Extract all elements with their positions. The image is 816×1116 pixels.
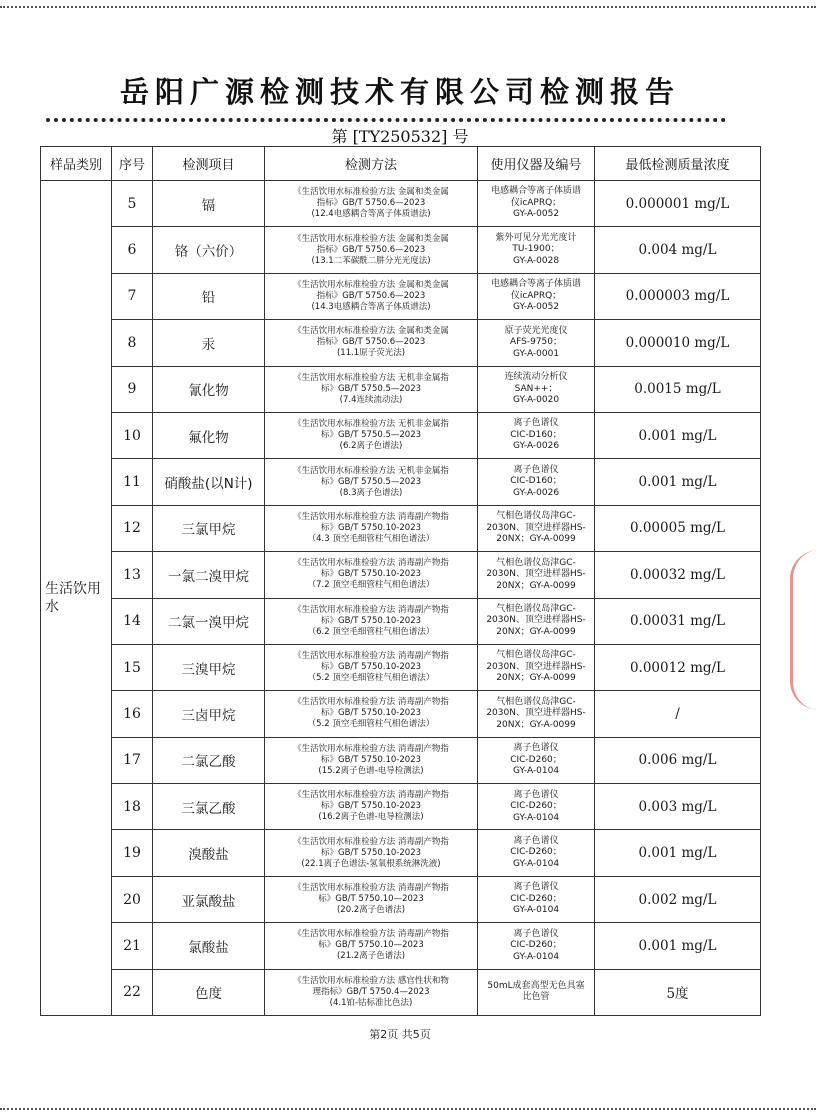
- table-row: [41, 552, 761, 598]
- method-line: 《生活饮用水标准检验方法 无机非金属指: [293, 465, 449, 476]
- test-item-cell: 氟化物: [153, 412, 265, 458]
- instrument-cell: [478, 737, 595, 783]
- seq-cell: 5: [112, 181, 153, 227]
- test-item-cell: 三氯甲烷: [153, 505, 265, 551]
- method-line: (14.3电感耦合等离子体质谱法): [311, 301, 431, 312]
- seq-cell: 19: [112, 830, 153, 876]
- instrument-line: GY-A-0020: [512, 395, 560, 405]
- instrument-cell: [478, 830, 595, 876]
- method-line: 指标》GB/T 5750.6—2023: [316, 337, 426, 348]
- instrument-line: CIC-D260；: [510, 893, 562, 904]
- method-line: 《生活饮用水标准检验方法 消毒副产物指: [293, 697, 449, 708]
- instrument-cell: [478, 644, 595, 690]
- top-edge-dots: [0, 6, 816, 8]
- sample-category-cell: 生活饮用水: [41, 181, 112, 1016]
- detection-limit-cell: 5度: [595, 969, 761, 1015]
- test-item-cell: 三氯乙酸: [153, 784, 265, 830]
- table-row: [41, 181, 761, 227]
- test-item-cell: 色度: [153, 969, 265, 1015]
- method-cell: [265, 923, 478, 969]
- method-line: (22.1离子色谱法-氢氧根系统淋洗液): [301, 858, 441, 869]
- method-line: 《生活饮用水标准检验方法 消毒副产物指: [293, 836, 449, 847]
- test-item-cell: 三卤甲烷: [153, 691, 265, 737]
- method-line: (8.3离子色谱法): [339, 487, 403, 498]
- instrument-line: 离子色谱仪: [513, 835, 559, 846]
- test-item-cell: 溴酸盐: [153, 830, 265, 876]
- method-line: （4.3 顶空毛细管柱气相色谱法）: [307, 533, 435, 544]
- instrument-line: GY-A-0104: [512, 951, 560, 962]
- method-cell: [265, 830, 478, 876]
- instrument-line: 气相色谱仪岛津GC-: [496, 650, 576, 661]
- instrument-line: GY-A-0052: [512, 302, 560, 313]
- table-row: [41, 969, 761, 1015]
- method-line: 标》GB/T 5750.10—2023: [318, 894, 424, 905]
- instrument-line: 20NX；GY-A-0099: [496, 673, 576, 684]
- method-line: 《生活饮用水标准检验方法 消毒副产物指: [293, 558, 449, 569]
- method-line: （7.2 顶空毛细管柱气相色谱法）: [307, 580, 435, 591]
- instrument-line: CIC-D260；: [510, 801, 562, 812]
- page-number: 第2页 共5页: [369, 1028, 431, 1041]
- method-line: (13.1二苯碳酰二肼分光光度法): [311, 255, 431, 266]
- detection-limit-cell: /: [595, 691, 761, 737]
- method-line: 《生活饮用水标准检验方法 消毒副产物指: [293, 651, 449, 662]
- instrument-line: CIC-D260；: [510, 847, 562, 858]
- detection-limit-cell: 0.001 mg/L: [595, 459, 761, 505]
- method-line: (20.2离子色谱法): [336, 905, 406, 916]
- method-line: 《生活饮用水标准检验方法 金属和类金属: [293, 326, 449, 337]
- instrument-cell: [478, 181, 595, 227]
- instrument-cell: [478, 459, 595, 505]
- method-line: （5.2 顶空毛细管柱气相色谱法）: [307, 719, 435, 730]
- method-cell: [265, 320, 478, 366]
- test-item-cell: 三溴甲烷: [153, 644, 265, 690]
- instrument-line: 离子色谱仪: [513, 464, 559, 475]
- detection-limit-cell: 0.003 mg/L: [595, 784, 761, 830]
- seq-cell: 10: [112, 412, 153, 458]
- detection-limit-cell: 0.00032 mg/L: [595, 552, 761, 598]
- seq-cell: 7: [112, 273, 153, 319]
- test-item-cell: 二氯一溴甲烷: [153, 598, 265, 644]
- detection-limit-cell: 0.001 mg/L: [595, 412, 761, 458]
- method-cell: [265, 273, 478, 319]
- instrument-line: 仪icAPRQ；: [510, 197, 562, 208]
- test-item-cell: 铅: [153, 273, 265, 319]
- seq-cell: 9: [112, 366, 153, 412]
- method-line: 《生活饮用水标准检验方法 无机非金属指: [293, 372, 449, 383]
- method-line: 《生活饮用水标准检验方法 消毒副产物指: [293, 929, 449, 940]
- method-line: (12.4电感耦合等离子体质谱法): [311, 209, 431, 220]
- method-line: 标》GB/T 5750.10-2023: [320, 847, 422, 858]
- instrument-line: 气相色谱仪岛津GC-: [496, 511, 576, 522]
- instrument-cell: [478, 923, 595, 969]
- seq-cell: 22: [112, 969, 153, 1015]
- detection-limit-cell: 0.00031 mg/L: [595, 598, 761, 644]
- col-header-item: 检测项目: [153, 147, 265, 181]
- method-line: 标》GB/T 5750.10-2023: [320, 708, 422, 719]
- seq-cell: 12: [112, 505, 153, 551]
- method-cell: [265, 691, 478, 737]
- instrument-line: 离子色谱仪: [513, 882, 559, 893]
- table-row: [41, 320, 761, 366]
- results-table: [40, 146, 761, 1016]
- detection-limit-cell: 0.0015 mg/L: [595, 366, 761, 412]
- instrument-line: SAN++；: [514, 383, 558, 394]
- method-line: (7.4连续流动法): [339, 394, 403, 405]
- test-item-cell: 二氯乙酸: [153, 737, 265, 783]
- seq-cell: 11: [112, 459, 153, 505]
- instrument-line: 2030N、顶空进样器HS-: [486, 569, 586, 580]
- instrument-line: AFS-9750；: [509, 337, 563, 348]
- instrument-line: GY-A-0104: [512, 766, 560, 777]
- detection-limit-cell: 0.00012 mg/L: [595, 644, 761, 690]
- instrument-line: 2030N、顶空进样器HS-: [486, 522, 586, 533]
- col-header-instrument: 使用仪器及编号: [478, 147, 595, 181]
- method-line: 《生活饮用水标准检验方法 消毒副产物指: [293, 511, 449, 522]
- instrument-line: GY-A-0001: [512, 348, 560, 359]
- instrument-line: GY-A-0104: [512, 812, 560, 823]
- method-cell: [265, 181, 478, 227]
- method-line: (4.1铂-钴标准比色法): [329, 997, 413, 1008]
- report-number: 第 [TY250532] 号: [331, 127, 469, 146]
- method-cell: [265, 227, 478, 273]
- instrument-line: 2030N、顶空进样器HS-: [486, 615, 586, 626]
- detection-limit-cell: 0.000010 mg/L: [595, 320, 761, 366]
- instrument-line: GY-A-0028: [512, 255, 560, 266]
- instrument-line: 20NX；GY-A-0099: [496, 580, 576, 591]
- instrument-line: 2030N、顶空进样器HS-: [486, 661, 586, 672]
- instrument-line: 仪icAPRQ；: [510, 290, 562, 301]
- instrument-line: 电感耦合等离子体质谱: [490, 186, 581, 197]
- test-item-cell: 亚氯酸盐: [153, 876, 265, 922]
- instrument-cell: [478, 273, 595, 319]
- detection-limit-cell: 0.00005 mg/L: [595, 505, 761, 551]
- method-cell: [265, 459, 478, 505]
- method-line: 标》GB/T 5750.5—2023: [320, 383, 422, 394]
- instrument-line: 气相色谱仪岛津GC-: [496, 557, 576, 568]
- instrument-line: 离子色谱仪: [513, 789, 559, 800]
- table-row: [41, 737, 761, 783]
- detection-limit-cell: 0.002 mg/L: [595, 876, 761, 922]
- method-line: 标》GB/T 5750.10-2023: [320, 569, 422, 580]
- instrument-cell: [478, 505, 595, 551]
- method-line: 标》GB/T 5750.10-2023: [320, 754, 422, 765]
- table-row: [41, 830, 761, 876]
- method-cell: [265, 366, 478, 412]
- seq-cell: 8: [112, 320, 153, 366]
- method-cell: [265, 876, 478, 922]
- instrument-cell: [478, 366, 595, 412]
- table-row: [41, 366, 761, 412]
- detection-limit-cell: 0.006 mg/L: [595, 737, 761, 783]
- method-line: 指标》GB/T 5750.6—2023: [316, 244, 426, 255]
- method-cell: [265, 784, 478, 830]
- table-row: [41, 273, 761, 319]
- seq-cell: 20: [112, 876, 153, 922]
- instrument-line: 离子色谱仪: [513, 928, 559, 939]
- method-line: 标》GB/T 5750.10-2023: [320, 522, 422, 533]
- method-line: 标》GB/T 5750.10-2023: [320, 801, 422, 812]
- test-item-cell: 氰化物: [153, 366, 265, 412]
- table-row: [41, 644, 761, 690]
- method-line: （5.2 顶空毛细管柱气相色谱法）: [307, 673, 435, 684]
- instrument-cell: [478, 412, 595, 458]
- instrument-line: CIC-D160；: [510, 429, 562, 440]
- method-line: 《生活饮用水标准检验方法 消毒副产物指: [293, 883, 449, 894]
- method-line: 标》GB/T 5750.10—2023: [318, 940, 424, 951]
- method-line: (21.2离子色谱法): [336, 951, 406, 962]
- detection-limit-cell: 0.000003 mg/L: [595, 273, 761, 319]
- method-line: 标》GB/T 5750.5—2023: [320, 476, 422, 487]
- method-cell: [265, 598, 478, 644]
- method-cell: [265, 969, 478, 1015]
- table-row: [41, 505, 761, 551]
- instrument-line: 离子色谱仪: [513, 743, 559, 754]
- seal-stamp-fragment: [790, 550, 816, 710]
- instrument-line: GY-A-0026: [512, 487, 560, 498]
- method-line: (6.2离子色谱法): [339, 441, 403, 452]
- title-separator: [46, 118, 726, 122]
- table-row: [41, 691, 761, 737]
- test-item-cell: 汞: [153, 320, 265, 366]
- method-line: (15.2离子色谱-电导检测法): [318, 765, 424, 776]
- method-line: 《生活饮用水标准检验方法 无机非金属指: [293, 419, 449, 430]
- method-line: 《生活饮用水标准检验方法 金属和类金属: [293, 187, 449, 198]
- method-line: 标》GB/T 5750.5—2023: [320, 430, 422, 441]
- instrument-line: 20NX；GY-A-0099: [496, 534, 576, 545]
- col-header-limit: 最低检测质量浓度: [595, 147, 761, 181]
- method-line: 指标》GB/T 5750.6—2023: [316, 198, 426, 209]
- instrument-cell: [478, 552, 595, 598]
- table-row: [41, 459, 761, 505]
- instrument-line: GY-A-0026: [512, 441, 560, 452]
- instrument-cell: [478, 784, 595, 830]
- seq-cell: 6: [112, 227, 153, 273]
- method-line: 《生活饮用水标准检验方法 金属和类金属: [293, 279, 449, 290]
- detection-limit-cell: 0.001 mg/L: [595, 923, 761, 969]
- method-line: (11.1原子荧光法): [336, 348, 406, 359]
- table-row: [41, 412, 761, 458]
- instrument-line: 20NX；GY-A-0099: [496, 626, 576, 637]
- method-line: 《生活饮用水标准检验方法 金属和类金属: [293, 233, 449, 244]
- method-cell: [265, 505, 478, 551]
- instrument-cell: [478, 227, 595, 273]
- method-cell: [265, 552, 478, 598]
- instrument-line: TU-1900；: [512, 244, 560, 255]
- instrument-line: 20NX；GY-A-0099: [496, 719, 576, 730]
- method-line: 指标》GB/T 5750.6—2023: [316, 290, 426, 301]
- method-line: （6.2 顶空毛细管柱气相色谱法）: [307, 626, 435, 637]
- instrument-line: 50mL成套高型无色具塞: [487, 980, 585, 991]
- instrument-line: 气相色谱仪岛津GC-: [496, 696, 576, 707]
- table-row: [41, 923, 761, 969]
- instrument-line: GY-A-0104: [512, 905, 560, 916]
- instrument-line: CIC-D260；: [510, 754, 562, 765]
- instrument-line: GY-A-0052: [512, 209, 560, 220]
- instrument-line: CIC-D160；: [510, 476, 562, 487]
- table-row: [41, 784, 761, 830]
- instrument-line: 气相色谱仪岛津GC-: [496, 603, 576, 614]
- method-line: 《生活饮用水标准检验方法 消毒副产物指: [293, 604, 449, 615]
- test-item-cell: 氯酸盐: [153, 923, 265, 969]
- detection-limit-cell: 0.000001 mg/L: [595, 181, 761, 227]
- test-item-cell: 铬（六价）: [153, 227, 265, 273]
- method-cell: [265, 737, 478, 783]
- test-item-cell: 一氯二溴甲烷: [153, 552, 265, 598]
- test-item-cell: 硝酸盐(以N计): [153, 459, 265, 505]
- method-line: 《生活饮用水标准检验方法 感官性状和物: [293, 975, 449, 986]
- method-line: 《生活饮用水标准检验方法 消毒副产物指: [293, 790, 449, 801]
- seq-cell: 15: [112, 644, 153, 690]
- instrument-line: GY-A-0104: [512, 858, 560, 869]
- instrument-line: 2030N、顶空进样器HS-: [486, 708, 586, 719]
- method-cell: [265, 412, 478, 458]
- method-line: (16.2离子色谱-电导检测法): [318, 812, 424, 823]
- table-header-row: [41, 147, 761, 181]
- test-item-cell: 镉: [153, 181, 265, 227]
- method-line: 标》GB/T 5750.10-2023: [320, 662, 422, 673]
- instrument-line: 紫外可见分光光度计: [495, 232, 577, 243]
- instrument-cell: [478, 969, 595, 1015]
- instrument-line: 比色管: [522, 992, 550, 1003]
- seq-cell: 13: [112, 552, 153, 598]
- instrument-line: 连续流动分析仪: [504, 372, 568, 382]
- seq-cell: 14: [112, 598, 153, 644]
- method-cell: [265, 644, 478, 690]
- instrument-line: 电感耦合等离子体质谱: [490, 279, 581, 290]
- col-header-method: 检测方法: [265, 147, 478, 181]
- instrument-line: 离子色谱仪: [513, 418, 559, 429]
- seq-cell: 17: [112, 737, 153, 783]
- method-line: 《生活饮用水标准检验方法 消毒副产物指: [293, 743, 449, 754]
- instrument-cell: [478, 320, 595, 366]
- instrument-cell: [478, 876, 595, 922]
- seq-cell: 18: [112, 784, 153, 830]
- report-title: 岳阳广源检测技术有限公司检测报告: [119, 75, 680, 109]
- table-row: [41, 598, 761, 644]
- col-header-category: 样品类别: [41, 147, 112, 181]
- method-line: 理指标》GB/T 5750.4—2023: [312, 986, 430, 997]
- seq-cell: 21: [112, 923, 153, 969]
- bottom-edge-dots: [0, 1108, 816, 1110]
- table-body: [41, 181, 761, 1016]
- seq-cell: 16: [112, 691, 153, 737]
- table-row: [41, 876, 761, 922]
- method-line: 标》GB/T 5750.10-2023: [320, 615, 422, 626]
- table-row: [41, 227, 761, 273]
- col-header-seq: 序号: [112, 147, 153, 181]
- instrument-line: CIC-D260；: [510, 940, 562, 951]
- detection-limit-cell: 0.004 mg/L: [595, 227, 761, 273]
- instrument-cell: [478, 598, 595, 644]
- instrument-cell: [478, 691, 595, 737]
- instrument-line: 原子荧光光度仪: [504, 325, 568, 336]
- detection-limit-cell: 0.001 mg/L: [595, 830, 761, 876]
